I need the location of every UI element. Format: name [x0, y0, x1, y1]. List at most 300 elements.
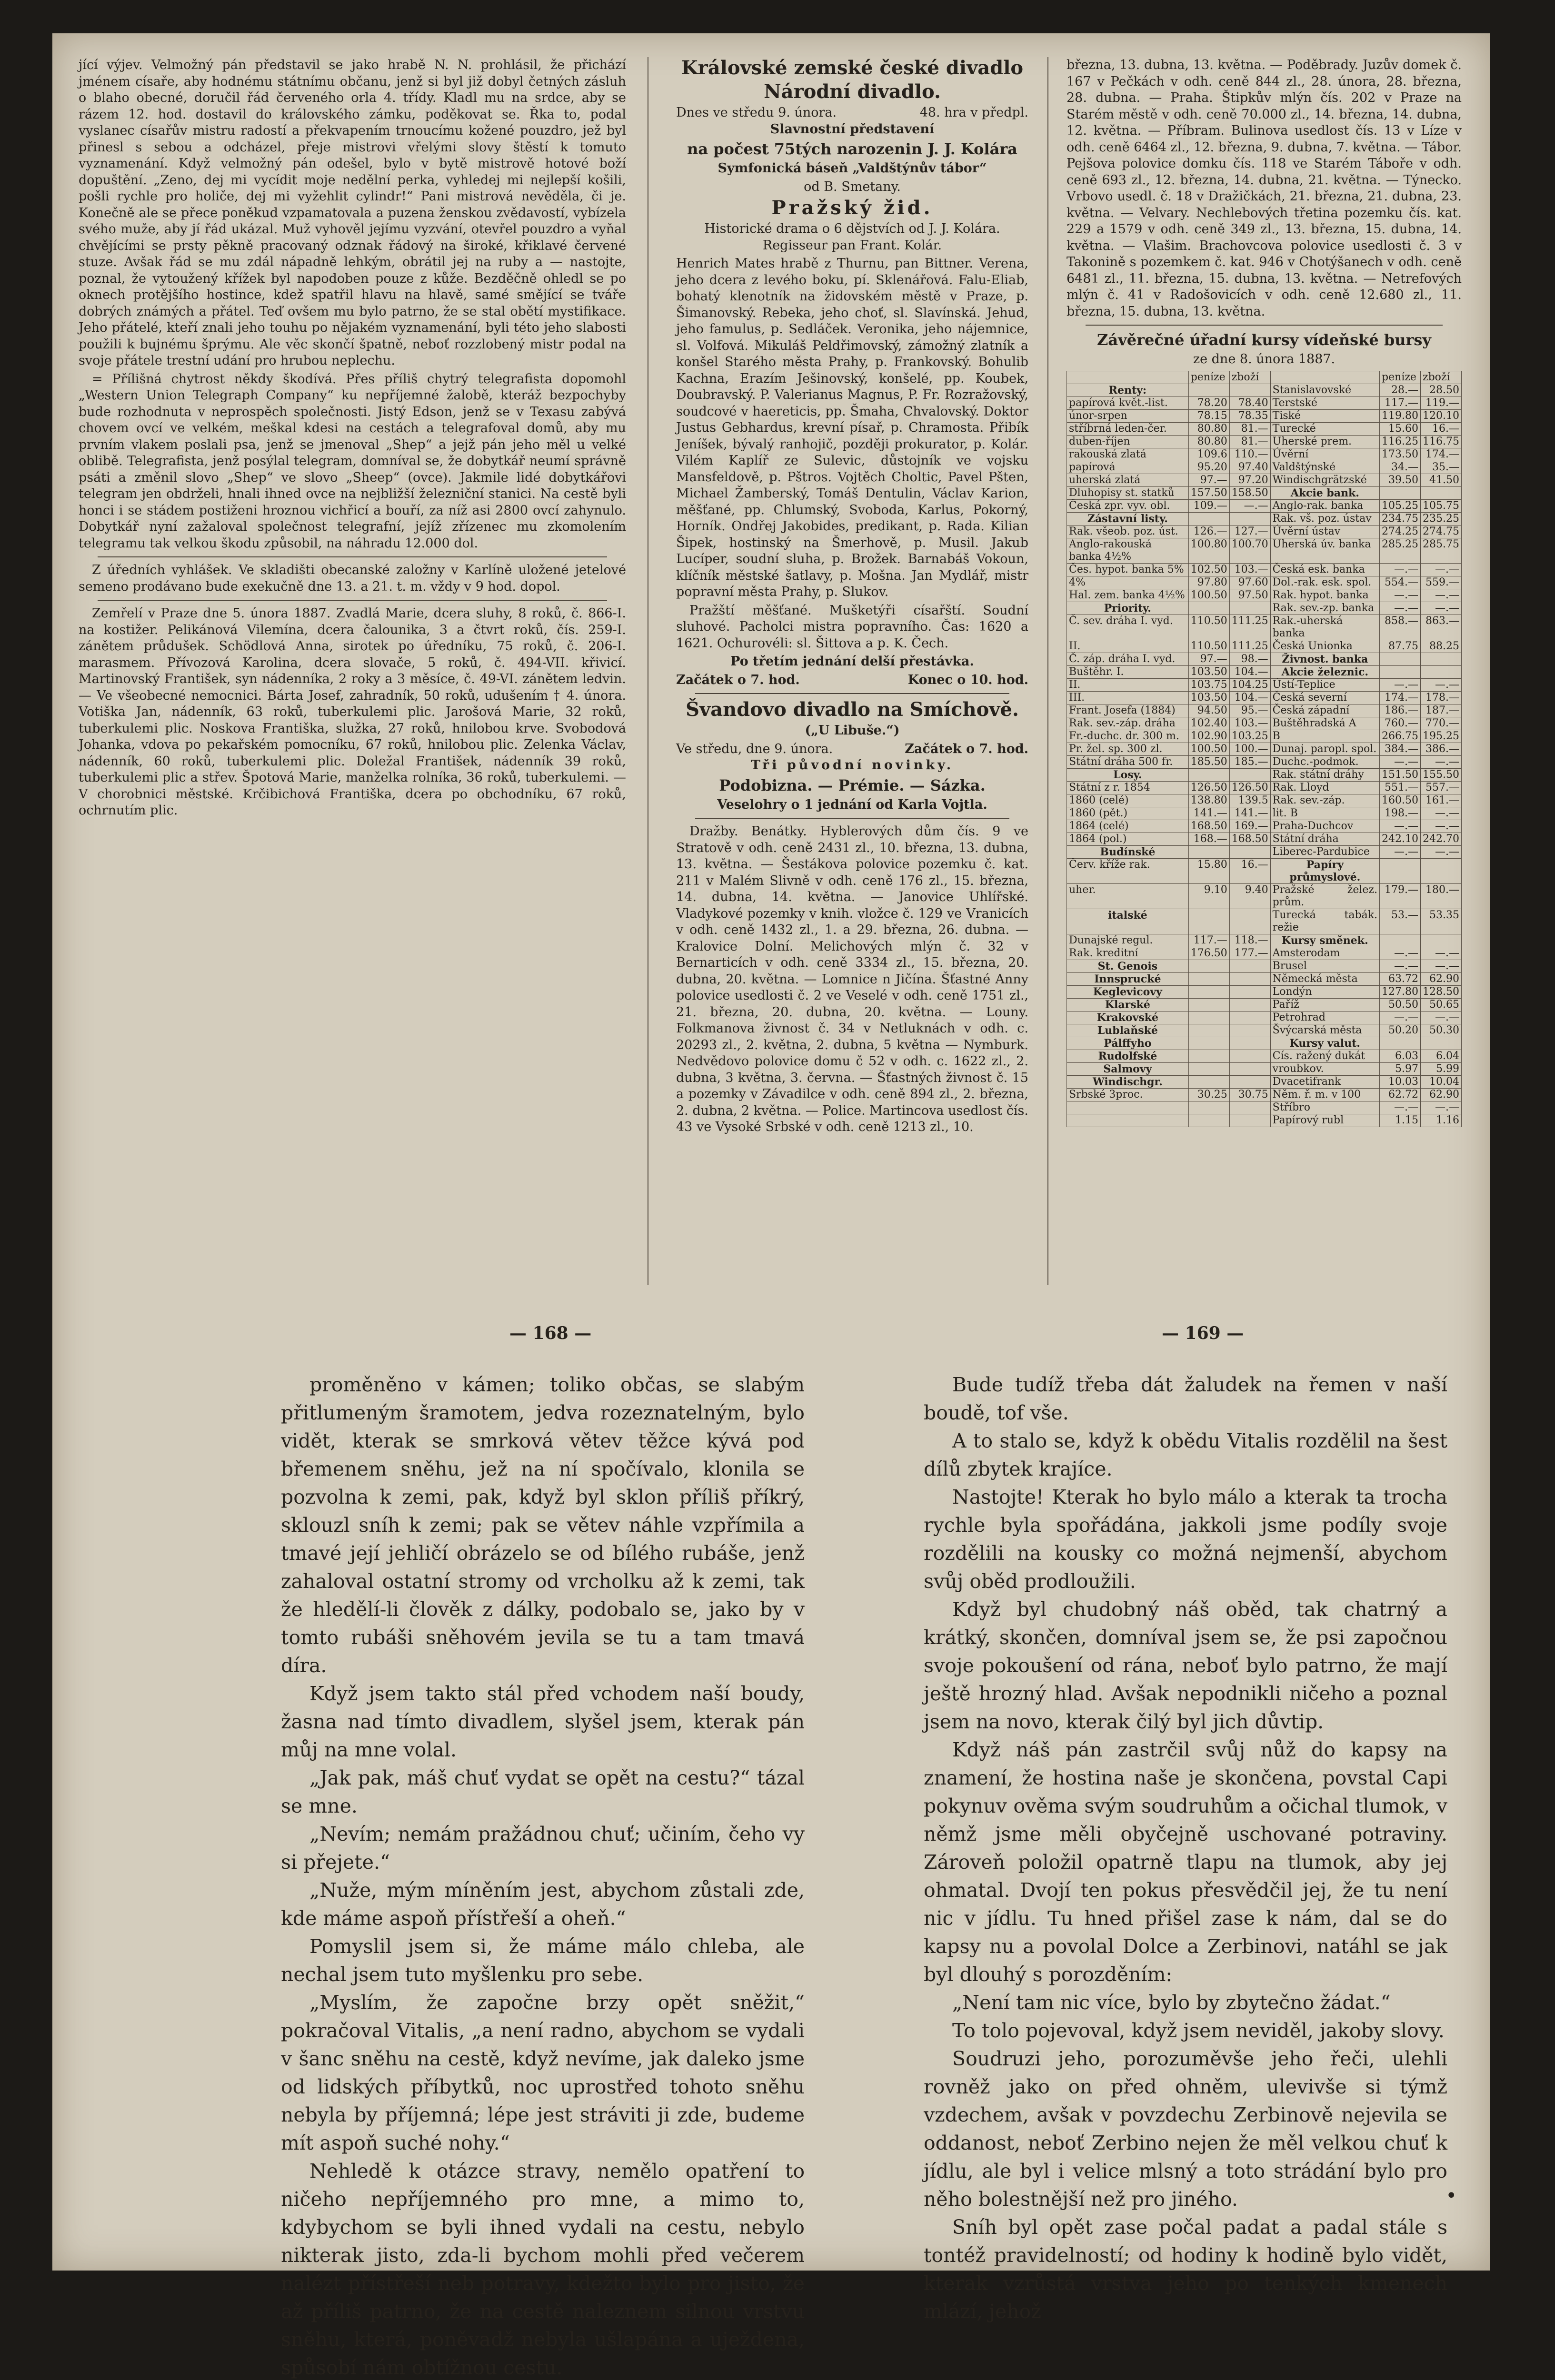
goods-value: 95.— [1229, 704, 1270, 717]
security-name: Rudolfské [1067, 1050, 1189, 1062]
header-goods: zboží [1421, 371, 1462, 384]
security-name: papírová květ.-list. [1067, 397, 1189, 409]
security-name: Česká zpr. vyv. obl. [1067, 499, 1189, 512]
bourse-table [1067, 371, 1462, 1127]
security-name: Kursy valut. [1270, 1037, 1379, 1050]
security-name: Dluhopisy st. statků [1067, 486, 1189, 499]
story-paragraph: Bude tudíž třeba dát žaludek na řemen v naší boudě, tof vše. [924, 1373, 1447, 1424]
money-value [1188, 1075, 1229, 1088]
security-name: Německá města [1270, 972, 1379, 985]
goods-value [1421, 653, 1462, 665]
date-line: Dnes ve středu 9. února. [676, 105, 837, 120]
goods-value: 97.50 [1229, 589, 1270, 602]
goods-value: 6.04 [1421, 1050, 1462, 1062]
security-name: Cís. ražený dukát [1270, 1050, 1379, 1062]
goods-value: 88.25 [1421, 640, 1462, 653]
security-name: 1860 (celé) [1067, 794, 1189, 807]
money-value: 141.— [1188, 807, 1229, 820]
money-value: 274.25 [1380, 525, 1421, 538]
security-name: Duchc.-podmok. [1270, 755, 1379, 768]
money-value [1188, 602, 1229, 615]
money-value: 384.— [1380, 743, 1421, 755]
goods-value: 97.60 [1229, 576, 1270, 589]
event-subtitle: na počest 75tých narozenin J. J. Kolára [687, 140, 1017, 158]
column-rule [1047, 57, 1048, 1285]
money-value: 173.50 [1380, 448, 1421, 461]
prologue: Symfonická báseň „Valdštýnův tábor“ [718, 161, 987, 176]
security-name: Kursy směnek. [1270, 934, 1379, 947]
security-name: Dvacetifrank [1270, 1075, 1379, 1088]
money-value [1188, 998, 1229, 1011]
money-value [1380, 486, 1421, 499]
money-value [1380, 665, 1421, 678]
security-name: Červ. kříže rak. [1067, 858, 1189, 883]
security-name: Fr.-duchc. dr. 300 m. [1067, 730, 1189, 743]
goods-value: —.— [1421, 1101, 1462, 1114]
empty-cell [1188, 1101, 1229, 1114]
table-row [1067, 985, 1462, 998]
security-name: Čes. hypot. banka 5% [1067, 563, 1189, 576]
money-value: 100.50 [1188, 589, 1229, 602]
goods-value [1229, 602, 1270, 615]
table-row [1067, 730, 1462, 743]
table-row [1067, 807, 1462, 820]
money-value [1188, 985, 1229, 998]
security-name: Praha-Duchcov [1270, 820, 1379, 833]
story-paragraph: „Nevím; nemám pražádnou chuť; učiním, čeho vy si přejete.“ [281, 1823, 805, 1874]
money-value: 97.— [1188, 474, 1229, 486]
table-row [1067, 678, 1462, 691]
table-row [1067, 474, 1462, 486]
security-name: Rak. sev.-záp. dráha [1067, 717, 1189, 730]
money-value: 117.— [1188, 934, 1229, 947]
table-row [1067, 947, 1462, 960]
money-value: 9.10 [1188, 883, 1229, 909]
story-paragraph: proměněno v kámen; toliko občas, se slabým přitlumeným šramotem, jedva rozeznatelným, bylo vidět, kterak se smrková větev těžce kývá pod břemenem sněhu, jež na ní spočívalo, klonila se pozvolna k zemi, pak, když byl sklon příliš příkrý, sklouzl sníh k zemi; pak se větev náhle vzpřímila a tmavé její jehličí obrázelo se od bílého rubáše, jenž zahaloval ostatní stromy od vrcholku až k zemi, tak že hledělí-li člověk z dálky, podobalo se, jako by v tomto rubáši sněhovém jevila se tu a tam tmavá díra. [281, 1373, 805, 1677]
goods-value: 386.— [1421, 743, 1462, 755]
security-name: Zástavní listy. [1067, 512, 1189, 525]
table-row [1067, 1011, 1462, 1024]
goods-value [1421, 665, 1462, 678]
story-right-page [924, 1371, 1447, 2326]
page-mark: • [1445, 2185, 1457, 2207]
goods-value: 118.— [1229, 934, 1270, 947]
money-value [1188, 1024, 1229, 1037]
security-name: Innsprucké [1067, 972, 1189, 985]
money-value: 102.90 [1188, 730, 1229, 743]
money-value: 554.— [1380, 576, 1421, 589]
table-row [1067, 486, 1462, 499]
goods-value [1421, 934, 1462, 947]
security-name: Stříbro [1270, 1101, 1379, 1114]
goods-value [1229, 1050, 1270, 1062]
security-name: Windischgrätzské [1270, 474, 1379, 486]
table-row [1067, 768, 1462, 781]
security-name: Papíry průmyslové. [1270, 858, 1379, 883]
security-name: stříbrná leden-čer. [1067, 422, 1189, 435]
table-row [1067, 691, 1462, 704]
goods-value: 50.30 [1421, 1024, 1462, 1037]
money-value: 266.75 [1380, 730, 1421, 743]
security-name: Rak. sev.-zp. banka [1270, 602, 1379, 615]
table-row [1067, 653, 1462, 665]
goods-value: 104.— [1229, 691, 1270, 704]
security-name: 1864 (celé) [1067, 820, 1189, 833]
money-value: 80.80 [1188, 435, 1229, 448]
goods-value: 78.35 [1229, 409, 1270, 422]
end-time: Konec o 10. hod. [907, 672, 1028, 687]
goods-value: 141.— [1229, 807, 1270, 820]
table-row [1067, 448, 1462, 461]
goods-value [1229, 960, 1270, 972]
security-name: III. [1067, 691, 1189, 704]
t2-novelties: Tři původní novinky. [750, 758, 954, 773]
goods-value: 103.— [1229, 717, 1270, 730]
money-value: 138.80 [1188, 794, 1229, 807]
money-value [1188, 768, 1229, 781]
money-value: 176.50 [1188, 947, 1229, 960]
security-name: italské [1067, 909, 1189, 934]
story-paragraph: Když byl chudobný náš oběd, tak chatrný a krátký, skončen, domníval jsem se, že psi započnou svoje pokoušení od rána, neboť bylo patrno, že mají ještě hrozný hlad. Avšak nepodnikli ničeho a poznal jsem na novo, kterak čilý byl jich důvtip. [924, 1598, 1447, 1733]
goods-value: 62.90 [1421, 1088, 1462, 1101]
theatre-name: Královské zemské české divadlo [681, 57, 1024, 79]
theatre2-name: Švandovo divadlo na Smíchově. [686, 698, 1019, 721]
table-row [1067, 563, 1462, 576]
goods-value: 139.5 [1229, 794, 1270, 807]
money-value: 97.80 [1188, 576, 1229, 589]
table-row [1067, 1024, 1462, 1037]
table-row [1067, 422, 1462, 435]
story-paragraph: Sníh byl opět zase počal padat a padal stále s tontéž pravidelností; od hodiny k hodině bylo vidět, kterak vzrůstá vrstva jeho po tenkých kmenech mlází, jehož [924, 2216, 1447, 2323]
money-value: 50.20 [1380, 1024, 1421, 1037]
table-row [1067, 640, 1462, 653]
story-paragraph: Soudruzi jeho, porozuměvše jeho řeči, ulehli rovněž jako on před ohněm, ulevivše si týmž vzdechem, avšak v povzdechu Zerbinově nejevila se oddanost, neboť Zerbino nejen že měl velkou chuť k jídlu, ale byl i velice mlsný a toto strádání bylo pro něho bolestnější než pro jiného. [924, 2047, 1447, 2211]
goods-value: —.— [1421, 947, 1462, 960]
security-name: Brusel [1270, 960, 1379, 972]
goods-value: 178.— [1421, 691, 1462, 704]
table-row [1067, 1114, 1462, 1127]
money-value [1188, 972, 1229, 985]
goods-value [1229, 384, 1270, 397]
security-name: Rak.-uherská banka [1270, 615, 1379, 640]
security-name: Salmovy [1067, 1062, 1189, 1075]
table-row [1067, 397, 1462, 409]
t2-titles: Podobizna. — Prémie. — Sázka. [719, 776, 986, 794]
security-name: únor-srpen [1067, 409, 1189, 422]
goods-value: 127.— [1229, 525, 1270, 538]
goods-value: 168.50 [1229, 833, 1270, 845]
goods-value [1229, 1037, 1270, 1050]
goods-value: —.— [1421, 1011, 1462, 1024]
performance-number: 48. hra v předpl. [919, 105, 1028, 120]
table-row [1067, 409, 1462, 422]
money-value: 15.60 [1380, 422, 1421, 435]
security-name: Srbské 3proc. [1067, 1088, 1189, 1101]
money-value: 15.80 [1188, 858, 1229, 883]
security-name: Papírový rubl [1270, 1114, 1379, 1127]
security-name: Dol.-rak. esk. spol. [1270, 576, 1379, 589]
security-name: Windischgr. [1067, 1075, 1189, 1088]
table-row [1067, 499, 1462, 512]
table-row [1067, 461, 1462, 474]
goods-value: 863.— [1421, 615, 1462, 640]
money-value: 97.— [1188, 653, 1229, 665]
money-value: 30.25 [1188, 1088, 1229, 1101]
money-value: 198.— [1380, 807, 1421, 820]
table-row [1067, 998, 1462, 1011]
money-value: 6.03 [1380, 1050, 1421, 1062]
table-row [1067, 384, 1462, 397]
table-row [1067, 1062, 1462, 1075]
security-name: Terstské [1270, 397, 1379, 409]
security-name: Rak. vš. poz. ústav [1270, 512, 1379, 525]
empty-cell [1229, 1101, 1270, 1114]
extras: Pražští měšťané. Mušketýři císařští. Soudní sluhové. Pacholci mistra popravního. Čas: 1620 a 1621. Ochurovéli: sl. Šittova a p. K. Čech. [676, 603, 1028, 651]
security-name: Č. sev. dráha I. vyd. [1067, 615, 1189, 640]
security-name: vroubkov. [1270, 1062, 1379, 1075]
article-telegraph: = Přílišná chytrost někdy škodívá. Přes příliš chytrý telegrafista dopomohl „Western Union Telegraph Company“ ku nepříjemné žalobě, kteráž bezpochyby bude rozhodnuta v neprospěch společnosti. Jistý Edson, jenž se v Texasu zabývá chovem ovcí ve velkém, meškal kdesi na cestách a telegrafoval domů, aby mu prvním vlakem poslali psa, jenž se jmenoval „Shep“ a jejž pán jeho měl u velké oblibě. Telegrafista, jenž posýlal telegram, domníval se, že dobytkář neumí správně psáti a změnil slovo „Shep“ ve slovo „Sheep“ (ovce). Jakmile lidé dobytkářovi telegram jen obdrželi, hnali ihned ovce na nejbližší železniční stanici. Na cestě byli honci i se stádem postiženi hroznou vichřicí a bouří, za níž asi 2800 ovcí zahynulo. Dobytkář nyní zažaloval společnost telegrafní, jejíž zřízenec mu zkomolením telegramu tak velkou škodu způsobil, na náhradu 12.000 dol. [79, 371, 626, 551]
goods-value: 185.— [1229, 755, 1270, 768]
security-name: Česká západní [1270, 704, 1379, 717]
goods-value: 116.75 [1421, 435, 1462, 448]
table-row [1067, 512, 1462, 525]
security-name: Akcie bank. [1270, 486, 1379, 499]
security-name: Anglo-rak. banka [1270, 499, 1379, 512]
goods-value: 104.— [1229, 665, 1270, 678]
security-name: Buštěhr. I. [1067, 665, 1189, 678]
goods-value: 235.25 [1421, 512, 1462, 525]
money-value: 285.25 [1380, 538, 1421, 563]
money-value [1380, 934, 1421, 947]
goods-value: 1.16 [1421, 1114, 1462, 1127]
security-name: Renty: [1067, 384, 1189, 397]
column-middle [676, 57, 1028, 1138]
security-name: Stanislavovské [1270, 384, 1379, 397]
table-row [1067, 934, 1462, 947]
security-name: Paříž [1270, 998, 1379, 1011]
security-name: Hal. zem. banka 4½% [1067, 589, 1189, 602]
empty-cell [1067, 1101, 1189, 1114]
security-name: Amsterodam [1270, 947, 1379, 960]
goods-value: 28.50 [1421, 384, 1462, 397]
money-value: 151.50 [1380, 768, 1421, 781]
money-value: 126.— [1188, 525, 1229, 538]
table-row [1067, 972, 1462, 985]
goods-value: —.— [1421, 807, 1462, 820]
money-value: 94.50 [1188, 704, 1229, 717]
goods-value: 97.40 [1229, 461, 1270, 474]
column-left [79, 57, 626, 821]
security-name: Anglo-rakouská banka 4½% [1067, 538, 1189, 563]
goods-value: 5.99 [1421, 1062, 1462, 1075]
goods-value: 110.— [1229, 448, 1270, 461]
money-value: 95.20 [1188, 461, 1229, 474]
security-name: Česká esk. banka [1270, 563, 1379, 576]
security-name: Úvěrní [1270, 448, 1379, 461]
money-value: —.— [1380, 678, 1421, 691]
money-value: 87.75 [1380, 640, 1421, 653]
goods-value: 559.— [1421, 576, 1462, 589]
goods-value: 53.35 [1421, 909, 1462, 934]
security-name: Rak. sev.-záp. [1270, 794, 1379, 807]
table-row [1067, 1037, 1462, 1050]
security-name: Č. záp. dráha I. vyd. [1067, 653, 1189, 665]
money-value: 168.— [1188, 833, 1229, 845]
article-mystification: jící výjev. Velmožný pán představil se jako hrabě N. N. prohlásil, že přichází jménem císaře, aby hodnému státnímu občanu, jenž si byl již dobyl četných zásluh o blaho obecné, doručil řád červeného orla 4. třídy. Kladl mu na srdce, aby se rázem 12. hod. dostavil do královského zámku, poděkovat se. Řka to, podal vyslanec císařův mistru radostí a překvapením trnoucímu kožené pouzdro, jež byl přinesl s sebou a odcházel, přeje mistrovi vřelými slovy štěstí k tomuto vyznamenání. Když velmožný pán odešel, bylo v bytě mistrově hotové boží dopuštění. „Zeno, dej mi vycídit moje nedělní perka, vyhledej mi nejlepší košili, pošli rychle pro holiče, dej mi vyžehlit cylindr!“ Pani mistrová nevěděla, či je. Konečně ale se přece poněkud vzpamatovala a puzena ženskou zvědavostí, vybízela svého muže, aby jí řád ukázal. Muž vyhověl jejímu vyzvání, otevřel pouzdro a vyňal chvějícími se prsty pěkně pracovaný odznak řádový na široké, křiklavé červené stuze. Avšak řád se mu zdál nápadně lehkým, obrátil jej na ruby a — nastojte, poznal, že vytoužený křížek byl napodoben pouze z kůže. Bezděčně ohledl se po oknech protějšího hostince, kdež spatřil hlavu na hlavě, samé smějící se tváře dobrých známých a přátel. Teď ovšem mu bylo patrno, že se stal obětí mystifikace. Jeho přátelé, kteří znali jeho touhu po nějakém vyznamenání, byli této jeho slabosti použili k bujnému šprýmu. Ale věc skončí špatně, neboť rozzlobený mistr podal na svoje přátele trestní udání pro hrubou neplechu. [79, 58, 626, 368]
security-name: 1860 (pět.) [1067, 807, 1189, 820]
security-name: 4% [1067, 576, 1189, 589]
security-name: Priority. [1067, 602, 1189, 615]
goods-value [1229, 909, 1270, 934]
cast-list: Henrich Mates hrabě z Thurnu, pan Bittner. Verena, jeho dcera z levého boku, pí. Sklenářová. Falu-Eliab, bohatý klenotník na židovském městě v Praze, p. Šimanovský. Rebeka, jeho choť, sl. Slavínská. Jehud, jeho famulus, p. Sedláček. Veronika, jeho nájemnice, sl. Volfová. Mikuláš Peldřimovský, zámožný zlatník a konšel Starého města Prahy, p. Frankovský. Bohulib Kachna, Erazím Ješinovský, konšelé, pp. Koubek, Doubravský. P. Valerianus Magnus, P. Fr. Rozražovský, soudcové v haereticis, pp. Šmaha, Chvalovský. Doktor Justus Gebhardus, krevní písař, p. Chramosta. Přibík Jeníšek, bývalý ranhojič, později prokurator, p. Kolár. Vilém Kaplíř ze Sulevic, důstojník ve vojsku Mansfeldově, p. Pštros. Vojtěch Choltic, Pavel Pšten, Michael Žamberský, Tomáš Dentulin, Václav Karion, měšťané, pp. Chlumský, Svoboda, Karlus, Pokorný, Horník. Ondřej Jakobides, predikant, p. Rada. Kilian Šipek, hostinský na Šmerhově, p. Musil. Jakub Lucíper, soudní sluha, p. Brožek. Barnabáš Vokoun, klíčník městské šatlavy, p. Mošna. Jan Mydlář, mistr popravní města Prahy, p. Slukov. [676, 256, 1028, 599]
table-row [1067, 615, 1462, 640]
money-value: 78.20 [1188, 397, 1229, 409]
goods-value: —.— [1229, 499, 1270, 512]
theatre2-subname: („U Libuše.“) [805, 723, 900, 738]
goods-value: 105.75 [1421, 499, 1462, 512]
money-value [1188, 512, 1229, 525]
money-value [1188, 960, 1229, 972]
money-value: 127.80 [1380, 985, 1421, 998]
security-name: Dunajské regul. [1067, 934, 1189, 947]
story-paragraph: Nastojte! Kterak ho bylo málo a kterak ta trocha rychle byla spořádána, jakkoli jsme podíly svoje rozdělili na kousky co možná nejmenší, abychom svůj oběd prodloužili. [924, 1486, 1447, 1593]
money-value: 760.— [1380, 717, 1421, 730]
official-notices: Z úředních vyhlášek. Ve skladišti obecanské založny v Karlíně uložené jetelové semeno prodávano bude exekučně dne 13. a 21. t. m. vždy v 9 hod. dopol. [79, 563, 626, 594]
goods-value: 10.04 [1421, 1075, 1462, 1088]
money-value: —.— [1380, 755, 1421, 768]
security-name: Liberec-Pardubice [1270, 845, 1379, 858]
money-value: 242.10 [1380, 833, 1421, 845]
money-value: 50.50 [1380, 998, 1421, 1011]
security-name: Lublaňské [1067, 1024, 1189, 1037]
security-name: Turecká tabák. režie [1270, 909, 1379, 934]
goods-value: —.— [1421, 820, 1462, 833]
security-name: Tiské [1270, 409, 1379, 422]
empty-cell [1229, 1114, 1270, 1127]
security-name: Něm. ř. m. v 100 [1270, 1088, 1379, 1101]
goods-value: 111.25 [1229, 615, 1270, 640]
money-value [1188, 909, 1229, 934]
goods-value: 187.— [1421, 704, 1462, 717]
money-value [1188, 384, 1229, 397]
security-name: Státní dráha [1270, 833, 1379, 845]
security-name: II. [1067, 640, 1189, 653]
goods-value [1229, 768, 1270, 781]
goods-value: 16.— [1229, 858, 1270, 883]
security-name: Keglevicovy [1067, 985, 1189, 998]
story-paragraph: Když náš pán zastrčil svůj nůž do kapsy na znamení, že hostina naše je skončena, povstal Capi pokynuv ověma svým soudruhům a očichal tlumok, v němž jsme měli obyčejně uschované potraviny. Zároveň položil opatrně tlapu na tlumok, aby jej ohmatal. Dvojí ten pokus přesvědčil jej, že tu není nic v jídlu. Tu hned přišel zase k nám, dal se do kapsy nu a povolal Dolce a Zerbinovi, natáhl se jak byl dlouhý s porozděním: [924, 1738, 1447, 1986]
security-name: lit. B [1270, 807, 1379, 820]
goods-value [1229, 1024, 1270, 1037]
time-row [676, 672, 1028, 689]
t2-author: Veselohry o 1 jednání od Karla Vojtla. [717, 797, 987, 812]
money-value: 168.50 [1188, 820, 1229, 833]
security-name: Rak. kreditní [1067, 947, 1189, 960]
table-row [1067, 1101, 1462, 1114]
page-number-right: — 169 — [1162, 1323, 1244, 1343]
money-value: —.— [1380, 845, 1421, 858]
security-name: Pr. žel. sp. 300 zl. [1067, 743, 1189, 755]
money-value: 234.75 [1380, 512, 1421, 525]
goods-value: 100.70 [1229, 538, 1270, 563]
goods-value: 81.— [1229, 435, 1270, 448]
goods-value: 120.10 [1421, 409, 1462, 422]
goods-value: —.— [1421, 845, 1462, 858]
divider [695, 693, 1009, 694]
money-value: 100.50 [1188, 743, 1229, 755]
story-left-page [281, 1371, 805, 2380]
goods-value: 81.— [1229, 422, 1270, 435]
empty-cell [1067, 1114, 1189, 1127]
divider [98, 556, 607, 557]
money-value: 103.50 [1188, 691, 1229, 704]
start-time: Začátek o 7. hod. [676, 672, 800, 687]
security-name: Švýcarská města [1270, 1024, 1379, 1037]
table-row [1067, 1075, 1462, 1088]
security-name: Valdštýnské [1270, 461, 1379, 474]
goods-value: 41.50 [1421, 474, 1462, 486]
money-value: 100.80 [1188, 538, 1229, 563]
goods-value [1229, 845, 1270, 858]
money-value: 185.50 [1188, 755, 1229, 768]
bourse-date: ze dne 8. února 1887. [1193, 352, 1336, 367]
security-name: uher. [1067, 883, 1189, 909]
money-value: 103.75 [1188, 678, 1229, 691]
header-money: peníze [1188, 371, 1229, 384]
story-paragraph: To tolo pojevoval, když jsem neviděl, jakoby slovy. [952, 2019, 1445, 2042]
table-row [1067, 960, 1462, 972]
play-description: Historické drama o 6 dějstvích od J. J. Kolára. Regisseur pan Frant. Kolár. [704, 221, 1000, 253]
goods-value: 770.— [1421, 717, 1462, 730]
security-name: uherská zlatá [1067, 474, 1189, 486]
money-value: —.— [1380, 563, 1421, 576]
security-name: papírová [1067, 461, 1189, 474]
money-value: 62.72 [1380, 1088, 1421, 1101]
goods-value: 158.50 [1229, 486, 1270, 499]
money-value: 179.— [1380, 883, 1421, 909]
table-row [1067, 538, 1462, 563]
money-value: 39.50 [1380, 474, 1421, 486]
bourse-rows [1067, 384, 1462, 1127]
security-name: duben-říjen [1067, 435, 1189, 448]
money-value: 110.50 [1188, 615, 1229, 640]
money-value: 160.50 [1380, 794, 1421, 807]
story-paragraph: „Jak pak, máš chuť vydat se opět na cestu?“ tázal se mne. [281, 1766, 805, 1817]
money-value: 34.— [1380, 461, 1421, 474]
table-row [1067, 435, 1462, 448]
money-value: —.— [1380, 820, 1421, 833]
goods-value: 177.— [1229, 947, 1270, 960]
money-value: 109.6 [1188, 448, 1229, 461]
goods-value: —.— [1421, 755, 1462, 768]
t2-start: Začátek o 7. hod. [905, 741, 1028, 756]
money-value: 551.— [1380, 781, 1421, 794]
security-name: Česká severní [1270, 691, 1379, 704]
goods-value: 50.65 [1421, 998, 1462, 1011]
header-goods: zboží [1229, 371, 1270, 384]
date-row [676, 105, 1028, 121]
goods-value: 103.— [1229, 563, 1270, 576]
story-paragraph: „Myslím, že započne brzy opět sněžit,“ pokračoval Vitalis, „a není radno, abychom se vydali v šanc sněhu na cestě, když nevíme, jak daleko jsme od lidských příbytků, noc uprostřed tohoto sněhu nebyla by příjemná; lépe jest stráviti ji zde, budeme mít aspoň suché nohy.“ [281, 1991, 805, 2154]
money-value: 5.97 [1380, 1062, 1421, 1075]
goods-value: —.— [1421, 960, 1462, 972]
goods-value [1421, 486, 1462, 499]
table-row [1067, 743, 1462, 755]
goods-value: 35.— [1421, 461, 1462, 474]
goods-value: 97.20 [1229, 474, 1270, 486]
security-name: 1864 (pol.) [1067, 833, 1189, 845]
security-name: Petrohrad [1270, 1011, 1379, 1024]
